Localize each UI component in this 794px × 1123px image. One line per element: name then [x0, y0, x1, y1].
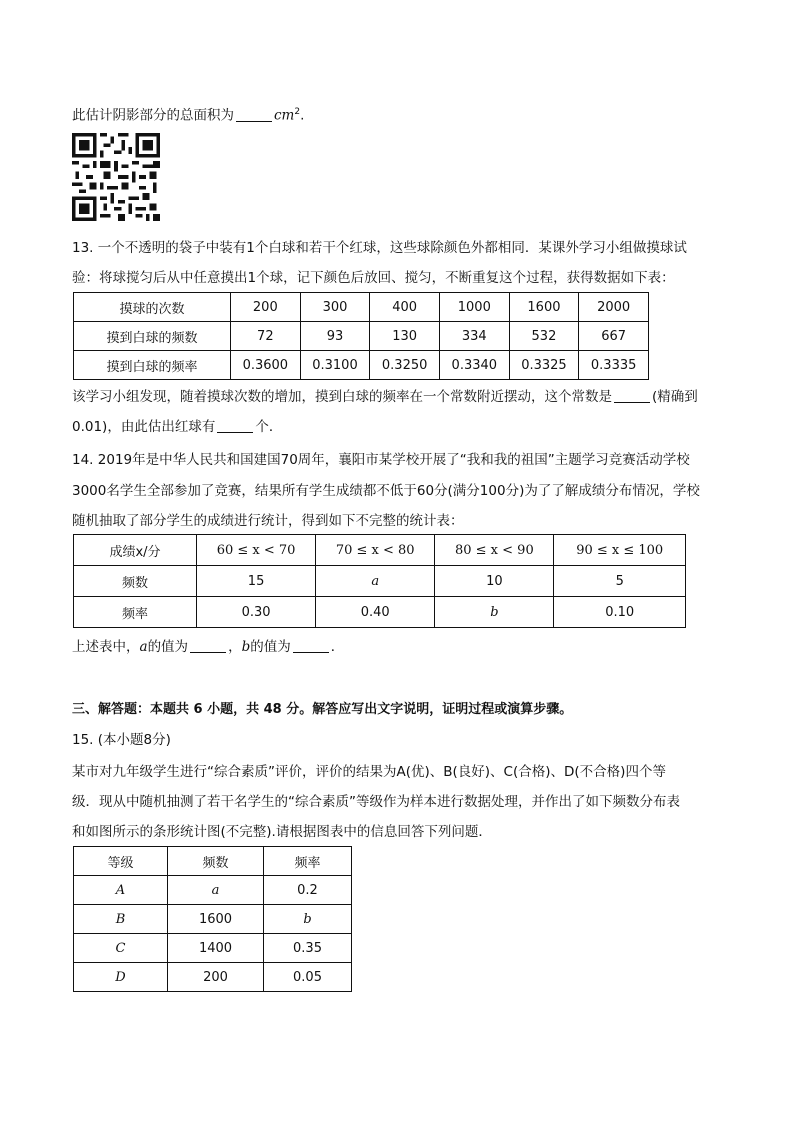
q13-after1-tail: (精确到 [652, 389, 698, 405]
table-cell: 334 [439, 322, 509, 351]
table-cell: A [74, 876, 168, 905]
q14-var-b: b [241, 639, 251, 655]
q13-blank2 [217, 418, 253, 433]
q14-ans-sep: ， [228, 639, 242, 655]
table-row [74, 322, 649, 351]
table-row [74, 597, 686, 628]
q13-line2: 验：将球搅匀后从中任意摸出1个球，记下颜色后放回、搅匀，不断重复这个过程，获得数据如下表： [72, 270, 675, 286]
table-cell: 60 ≤ x < 70 [197, 535, 316, 566]
q13-blank1 [614, 388, 650, 403]
table-row [74, 847, 352, 876]
table-cell: 摸球的次数 [74, 293, 231, 322]
table-cell: 93 [300, 322, 370, 351]
q14-ans-text3: 的值为 [250, 639, 291, 655]
table-cell: 1600 [509, 293, 579, 322]
table-cell: 200 [168, 963, 264, 992]
table-cell: 1600 [168, 905, 264, 934]
table-row [74, 963, 352, 992]
table-row [74, 351, 649, 380]
table-cell: 0.2 [264, 876, 352, 905]
table-row [74, 876, 352, 905]
table-cell: 0.3340 [439, 351, 509, 380]
table-cell: 0.40 [316, 597, 435, 628]
q14-ans-text: 上述表中， [72, 639, 140, 655]
q13-line1: 13. 一个不透明的袋子中装有1个白球和若干个红球，这些球除颜色外都相同．某课外学习小组做摸球试 [72, 240, 687, 256]
q15-line3: 和如图所示的条形统计图(不完整).请根据图表中的信息回答下列问题． [72, 824, 492, 840]
table-cell: 0.10 [554, 597, 686, 628]
table-cell: 200 [231, 293, 301, 322]
table-cell: C [74, 934, 168, 963]
table-cell: 2000 [579, 293, 649, 322]
table-cell: a [168, 876, 264, 905]
q15-table [73, 846, 352, 992]
q13-after2-text: 0.01)，由此估出红球有 [72, 419, 216, 435]
q14-line2: 3000名学生全部参加了竞赛，结果所有学生成绩都不低于60分(满分100分)为了了解成绩分布情况，学校 [72, 483, 700, 499]
q13-after1-text: 该学习小组发现，随着摸球次数的增加，摸到白球的频率在一个常数附近摆动，这个常数是 [72, 389, 612, 405]
table-row [74, 293, 649, 322]
section3-title: 三、解答题：本题共 6 小题，共 48 分。解答应写出文字说明，证明过程或演算步骤。 [72, 702, 573, 717]
table-cell: 1000 [439, 293, 509, 322]
q14-blank2 [293, 638, 329, 653]
q14-ans-text2: 的值为 [147, 639, 189, 655]
q14-answer-line [72, 637, 344, 657]
q14-table [73, 534, 686, 628]
table-cell: b [435, 597, 554, 628]
q14-blank1 [190, 638, 226, 653]
table-cell: D [74, 963, 168, 992]
table-cell: 摸到白球的频率 [74, 351, 231, 380]
q15-head: 15. (本小题8分) [72, 732, 171, 748]
table-cell: 10 [435, 566, 554, 597]
table-cell: 频率 [74, 597, 197, 628]
table-cell: 70 ≤ x < 80 [316, 535, 435, 566]
q13-after2 [72, 417, 282, 437]
q14-ans-end: ． [330, 639, 345, 655]
table-cell: 频数 [168, 847, 264, 876]
intro-blank [236, 107, 272, 122]
table-cell: b [264, 905, 352, 934]
table-cell: 0.30 [197, 597, 316, 628]
q13-table [73, 292, 649, 380]
table-cell: 0.3250 [370, 351, 440, 380]
intro-text: 此估计阴影部分的总面积为 [72, 107, 234, 124]
intro-unit-exp: 2 [294, 107, 301, 117]
table-cell: 频率 [264, 847, 352, 876]
table-cell: 80 ≤ x < 90 [435, 535, 554, 566]
table-row [74, 535, 686, 566]
q14-line1: 14. 2019年是中华人民共和国建国70周年，襄阳市某学校开展了“我和我的祖国”主题学习竞赛活动学校 [72, 452, 690, 468]
table-cell: 300 [300, 293, 370, 322]
table-cell: 摸到白球的频数 [74, 322, 231, 351]
table-cell: 0.3100 [300, 351, 370, 380]
table-cell: 400 [370, 293, 440, 322]
table-cell: B [74, 905, 168, 934]
q15-line2: 级．现从中随机抽测了若干名学生的“综合素质”等级作为样本进行数据处理，并作出了如下频数分布表 [72, 794, 680, 810]
table-cell: 0.05 [264, 963, 352, 992]
intro-unit: cm [274, 107, 295, 124]
table-cell: 130 [370, 322, 440, 351]
table-cell: 成绩x/分 [74, 535, 197, 566]
table-cell: 0.3325 [509, 351, 579, 380]
table-row [74, 566, 686, 597]
table-cell: 1400 [168, 934, 264, 963]
q15-line1: 某市对九年级学生进行“综合素质”评价，评价的结果为A(优)、B(良好)、C(合格)、D(不合格)四个等 [72, 764, 666, 780]
table-cell: 0.3335 [579, 351, 649, 380]
table-cell: 5 [554, 566, 686, 597]
table-cell: a [316, 566, 435, 597]
table-cell: 0.3600 [231, 351, 301, 380]
q13-after1 [72, 387, 698, 407]
intro-line [72, 102, 304, 126]
q13-after2-tail: 个． [255, 419, 283, 435]
qr-code-icon [72, 133, 160, 221]
table-cell: 等级 [74, 847, 168, 876]
table-row [74, 905, 352, 934]
table-cell: 72 [231, 322, 301, 351]
table-cell: 667 [579, 322, 649, 351]
intro-tail: . [300, 107, 305, 124]
table-cell: 532 [509, 322, 579, 351]
table-row [74, 934, 352, 963]
q14-line3: 随机抽取了部分学生的成绩进行统计，得到如下不完整的统计表： [72, 513, 464, 529]
table-cell: 频数 [74, 566, 197, 597]
table-cell: 0.35 [264, 934, 352, 963]
q14-var-a: a [139, 639, 148, 655]
table-cell: 15 [197, 566, 316, 597]
table-cell: 90 ≤ x ≤ 100 [554, 535, 686, 566]
